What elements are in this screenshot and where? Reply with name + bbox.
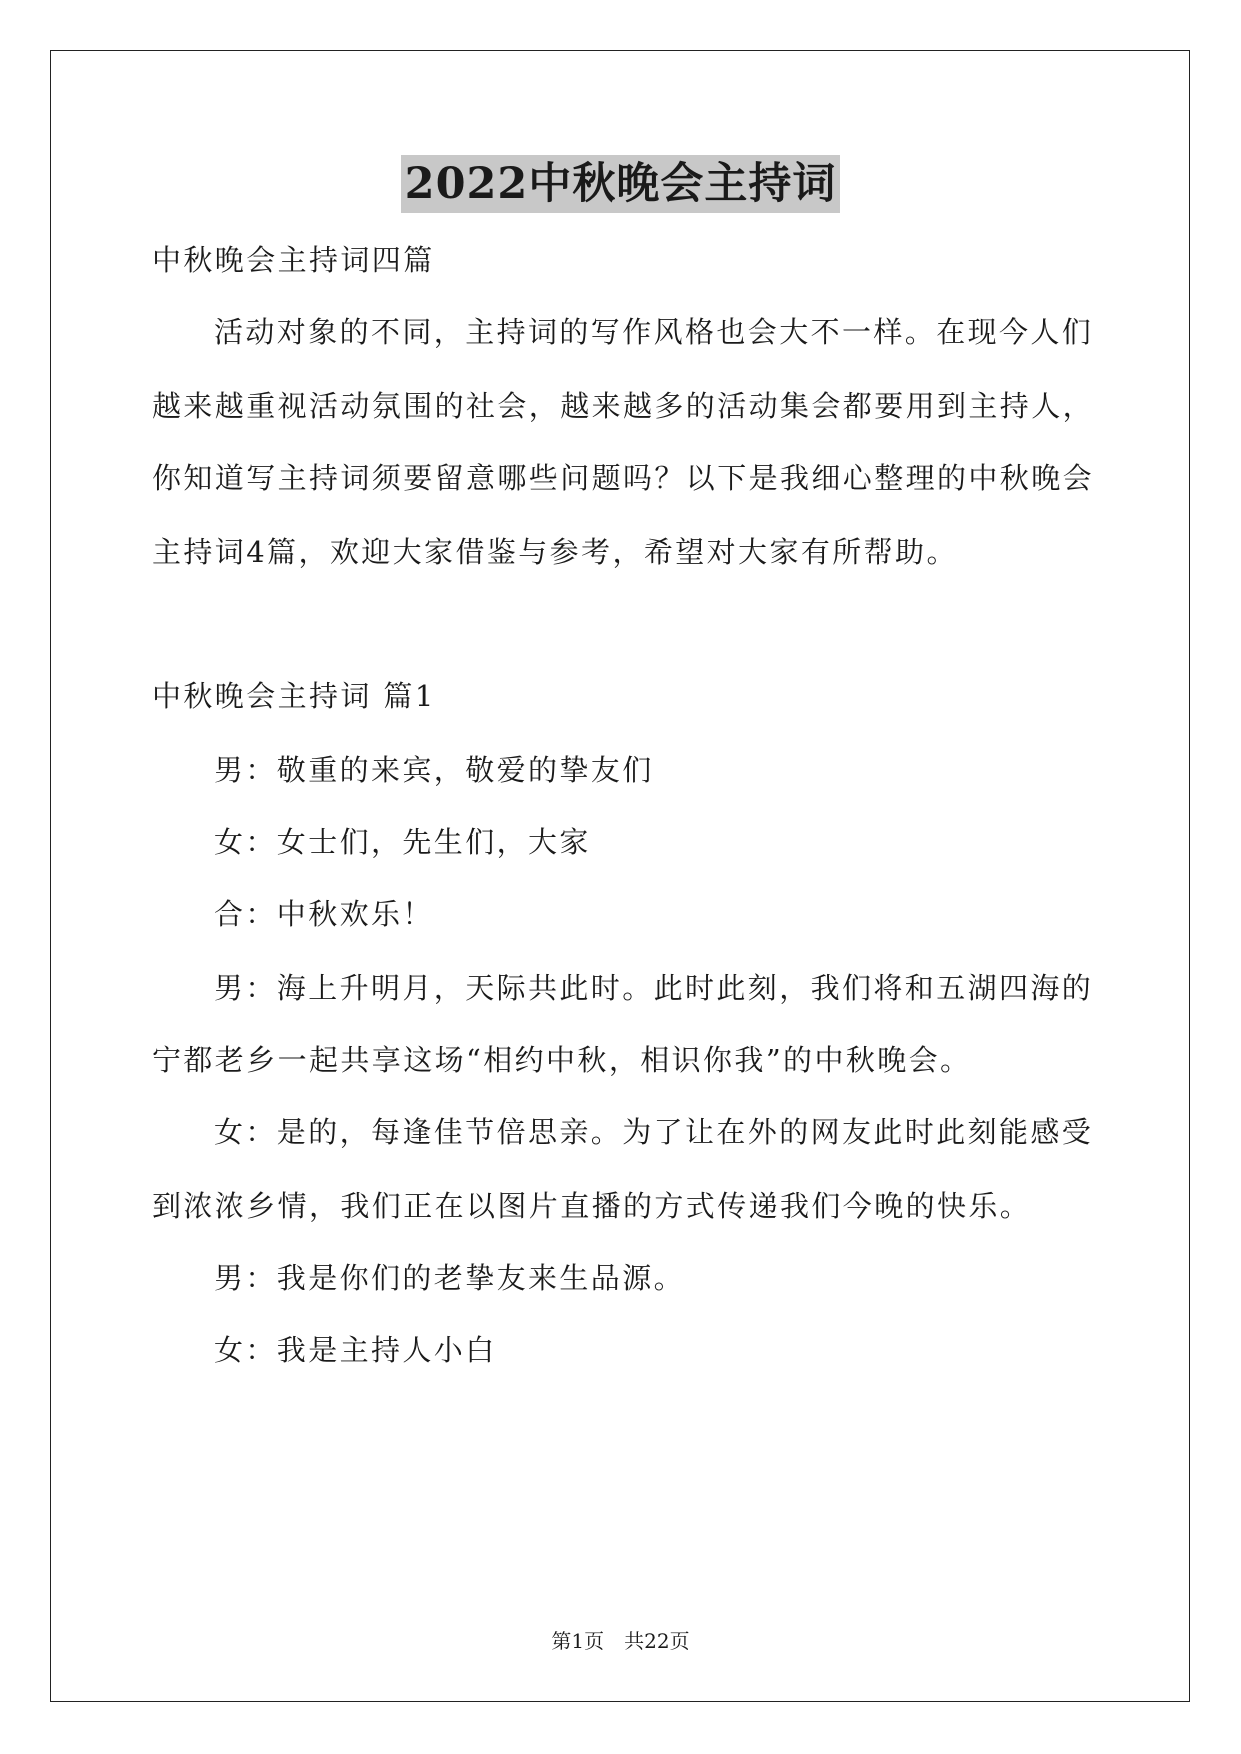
dialogue-line: 合：中秋欢乐！ [214,897,434,931]
document-title: 2022中秋晚会主持词 [401,155,841,213]
dialogue-line: 女：女士们，先生们，大家 [214,825,591,859]
section-heading: 中秋晚会主持词 篇1 [152,679,436,713]
dialogue-line: 男：海上升明月，天际共此时。此时此刻，我们将和五湖四海的 [214,971,1094,1005]
page-frame [50,50,1190,1702]
paragraph-line: 你知道写主持词须要留意哪些问题吗？以下是我细心整理的中秋晚会 [152,461,1095,495]
paragraph-line: 越来越重视活动氛围的社会，越来越多的活动集会都要用到主持人， [152,389,1095,423]
page-footer: 第1页 共22页 [551,1629,690,1653]
dialogue-line: 男：我是你们的老挚友来生品源。 [214,1261,686,1295]
dialogue-line: 男：敬重的来宾，敬爱的挚友们 [214,753,654,787]
paragraph-line: 主持词4篇，欢迎大家借鉴与参考，希望对大家有所帮助。 [152,535,958,569]
paragraph-line: 活动对象的不同，主持词的写作风格也会大不一样。在现今人们 [214,315,1094,349]
dialogue-line: 女：是的，每逢佳节倍思亲。为了让在外的网友此时此刻能感受 [214,1115,1094,1149]
dialogue-line: 到浓浓乡情，我们正在以图片直播的方式传递我们今晚的快乐。 [152,1189,1032,1223]
title-wrap [0,155,1241,213]
dialogue-line: 女：我是主持人小白 [214,1333,497,1367]
dialogue-line: 宁都老乡一起共享这场“相约中秋，相识你我”的中秋晚会。 [152,1043,972,1077]
subtitle-line: 中秋晚会主持词四篇 [152,243,435,277]
